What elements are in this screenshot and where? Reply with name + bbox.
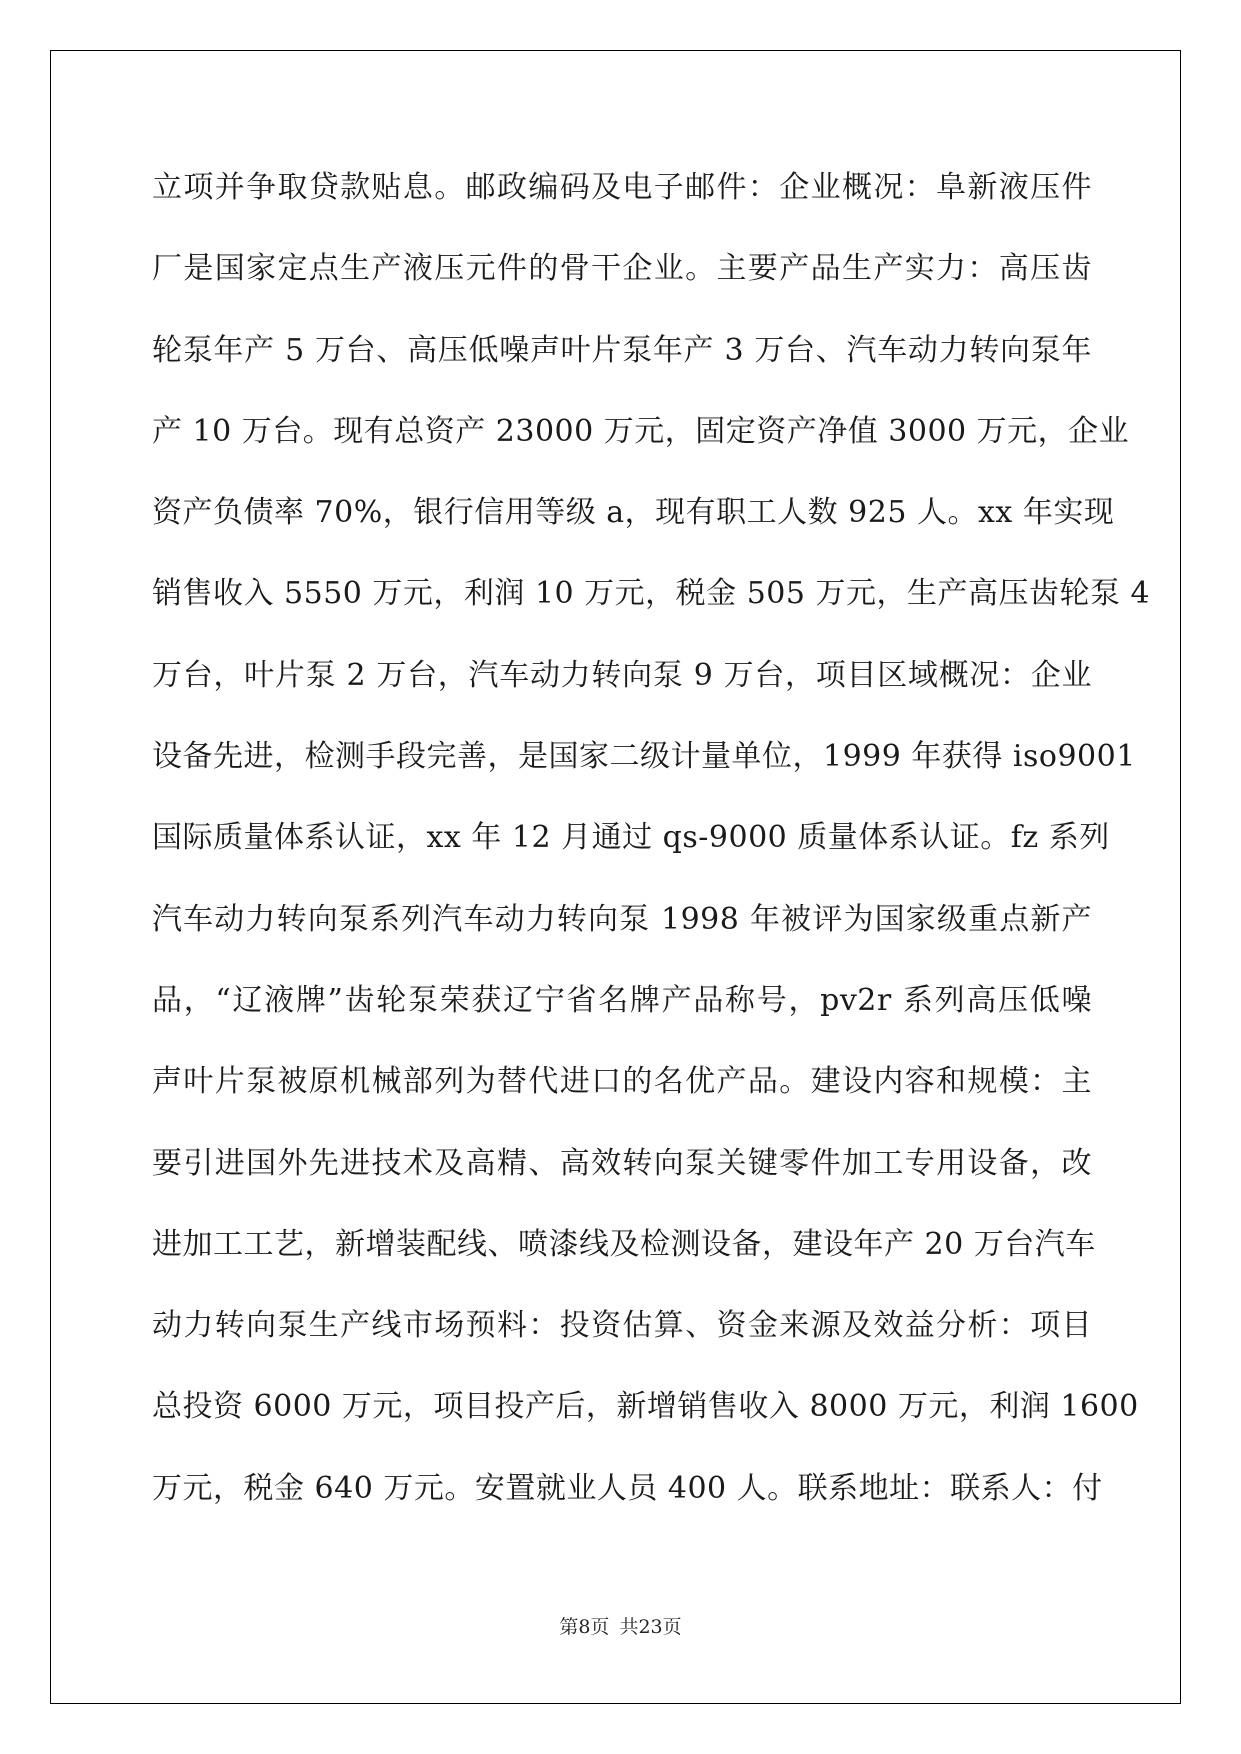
- text-line-7: 万台，叶片泵 2 万台，汽车动力转向泵 9 万台，项目区域概况：企业: [152, 657, 1092, 693]
- page-total: 共23页: [619, 1616, 682, 1638]
- text-line-10: 汽车动力转向泵系列汽车动力转向泵 1998 年被评为国家级重点新产: [152, 901, 1092, 937]
- text-line-4: 产 10 万台。现有总资产 23000 万元，固定资产净值 3000 万元，企业: [152, 413, 1130, 449]
- text-line-16: 总投资 6000 万元，项目投产后，新增销售收入 8000 万元，利润 1600: [152, 1389, 1139, 1425]
- page-number: 第8页: [559, 1616, 610, 1638]
- text-line-1: 立项并争取贷款贴息。邮政编码及电子邮件：企业概况：阜新液压件: [152, 170, 1092, 205]
- text-line-6: 销售收入 5550 万元，利润 10 万元，税金 505 万元，生产高压齿轮泵 4: [152, 576, 1151, 612]
- text-line-3: 轮泵年产 5 万台、高压低噪声叶片泵年产 3 万台、汽车动力转向泵年: [152, 332, 1092, 368]
- text-line-9: 国际质量体系认证，xx 年 12 月通过 qs-9000 质量体系认证。fz 系列: [152, 820, 1110, 856]
- text-line-12: 声叶片泵被原机械部列为替代进口的名优产品。建设内容和规模：主: [152, 1064, 1092, 1100]
- text-line-8: 设备先进，检测手段完善，是国家二级计量单位，1999 年获得 iso9001: [152, 739, 1136, 775]
- text-line-5: 资产负债率 70%，银行信用等级 a，现有职工人数 925 人。xx 年实现: [152, 495, 1115, 531]
- body-text: [152, 160, 1151, 1542]
- text-line-11: 品，“辽液牌”齿轮泵荣获辽宁省名牌产品称号，pv2r 系列高压低噪: [152, 982, 1092, 1018]
- text-line-13: 要引进国外先进技术及高精、高效转向泵关键零件加工专用设备，改: [152, 1145, 1092, 1181]
- page-footer: [0, 1615, 1241, 1639]
- text-line-17: 万元，税金 640 万元。安置就业人员 400 人。联系地址：联系人：付: [152, 1470, 1103, 1506]
- text-line-2: 厂是国家定点生产液压元件的骨干企业。主要产品生产实力：高压齿: [152, 251, 1092, 287]
- text-line-15: 动力转向泵生产线市场预料：投资估算、资金来源及效益分析：项目: [152, 1308, 1092, 1344]
- text-line-14: 进加工工艺，新增装配线、喷漆线及检测设备，建设年产 20 万台汽车: [152, 1226, 1096, 1262]
